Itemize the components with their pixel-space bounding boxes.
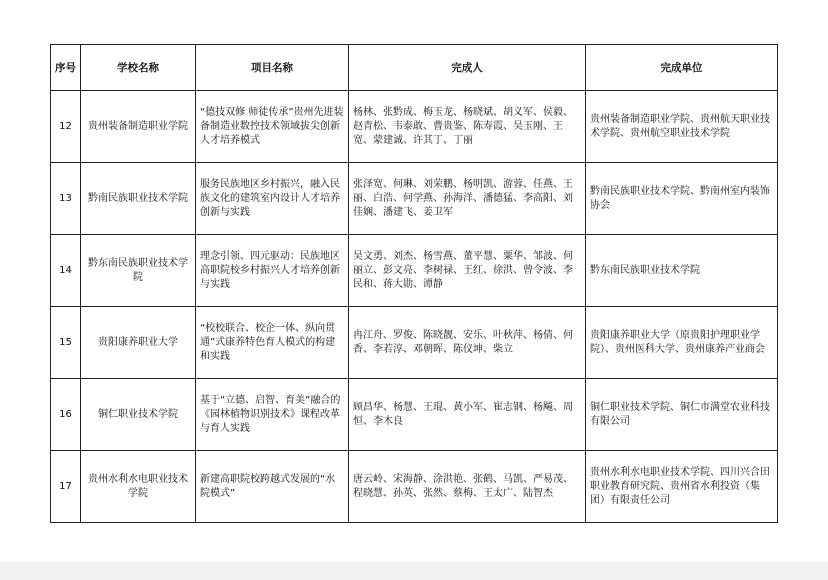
project-name: “德技双修 师徒传承”贵州先进装备制造业数控技术领域拔尖创新人才培养模式 (196, 91, 349, 163)
school-name: 贵州水利水电职业技术学院 (81, 451, 196, 523)
completing-units: 黔东南民族职业技术学院 (586, 235, 778, 307)
project-name: 基于“立德、启智、育美”融合的《园林植物识别技术》课程改革与育人实践 (196, 379, 349, 451)
completing-units: 铜仁职业技术学院、铜仁市满堂农业科技有限公司 (586, 379, 778, 451)
row-number: 12 (51, 91, 81, 163)
completers: 吴文勇、刘杰、杨雪燕、董平慧、粟华、邹波、何丽立、彭文亮、李树禄、王红、徐洪、曾令波、李民和、蒋大勋、谭静 (349, 235, 586, 307)
header-people: 完成人 (349, 45, 586, 91)
project-name: “校校联合、校企一体、纵向贯通”式康养特色育人模式的构建和实践 (196, 307, 349, 379)
row-number: 16 (51, 379, 81, 451)
completers: 张泽宽、何琳、刘荣鹏、杨明凯、游蓉、任燕、王丽、白浩、何学燕、孙海洋、潘德猛、李高阳、刘佳娴、潘建飞、姜卫军 (349, 163, 586, 235)
completers: 冉江舟、罗俊、陈晓靓、安乐、叶秋萍、杨倩、何香、李若淳、邓朝晖、陈仪坤、柴立 (349, 307, 586, 379)
school-name: 黔东南民族职业技术学院 (81, 235, 196, 307)
header-no: 序号 (51, 45, 81, 91)
award-table (50, 44, 778, 523)
completing-units: 贵州装备制造职业学院、贵州航天职业技术学院、贵州航空职业技术学院 (586, 91, 778, 163)
school-name: 贵州装备制造职业学院 (81, 91, 196, 163)
school-name: 黔南民族职业技术学院 (81, 163, 196, 235)
header-school: 学校名称 (81, 45, 196, 91)
table-row (51, 235, 778, 307)
completers: 杨林、张黔成、梅玉龙、杨晓斌、胡义军、侯毅、赵青松、韦泰敢、曹贵鉴、陈寿霞、吴玉刚、王宽、蒙建诚、许其丁、丁丽 (349, 91, 586, 163)
header-units: 完成单位 (586, 45, 778, 91)
table-row (51, 451, 778, 523)
completing-units: 贵州水利水电职业技术学院、四川兴合田职业教育研究院、贵州省水利投资（集团）有限责任公司 (586, 451, 778, 523)
project-name: 服务民族地区乡村振兴，融入民族文化的建筑室内设计人才培养创新与实践 (196, 163, 349, 235)
header-row (51, 45, 778, 91)
completers: 唐云岭、宋海静、涂洪艳、张鹤、马凯、严易茂、程晓慧、孙英、张然、蔡梅、王太广、陆智杰 (349, 451, 586, 523)
project-name: 新建高职院校跨越式发展的“水院模式” (196, 451, 349, 523)
completing-units: 贵阳康养职业大学（原贵阳护理职业学院）、贵州医科大学、贵州康养产业商会 (586, 307, 778, 379)
table-row (51, 91, 778, 163)
row-number: 14 (51, 235, 81, 307)
row-number: 17 (51, 451, 81, 523)
completing-units: 黔南民族职业技术学院、黔南州室内装饰协会 (586, 163, 778, 235)
page-bottom-band (0, 562, 828, 580)
table-row (51, 307, 778, 379)
school-name: 铜仁职业技术学院 (81, 379, 196, 451)
table-row (51, 163, 778, 235)
row-number: 13 (51, 163, 81, 235)
completers: 顾昌华、杨慧、王琨、黄小军、崔志钢、杨飚、周恒、李木良 (349, 379, 586, 451)
school-name: 贵阳康养职业大学 (81, 307, 196, 379)
header-project: 项目名称 (196, 45, 349, 91)
row-number: 15 (51, 307, 81, 379)
project-name: 理念引领、四元驱动：民族地区高职院校乡村振兴人才培养创新与实践 (196, 235, 349, 307)
table-row (51, 379, 778, 451)
